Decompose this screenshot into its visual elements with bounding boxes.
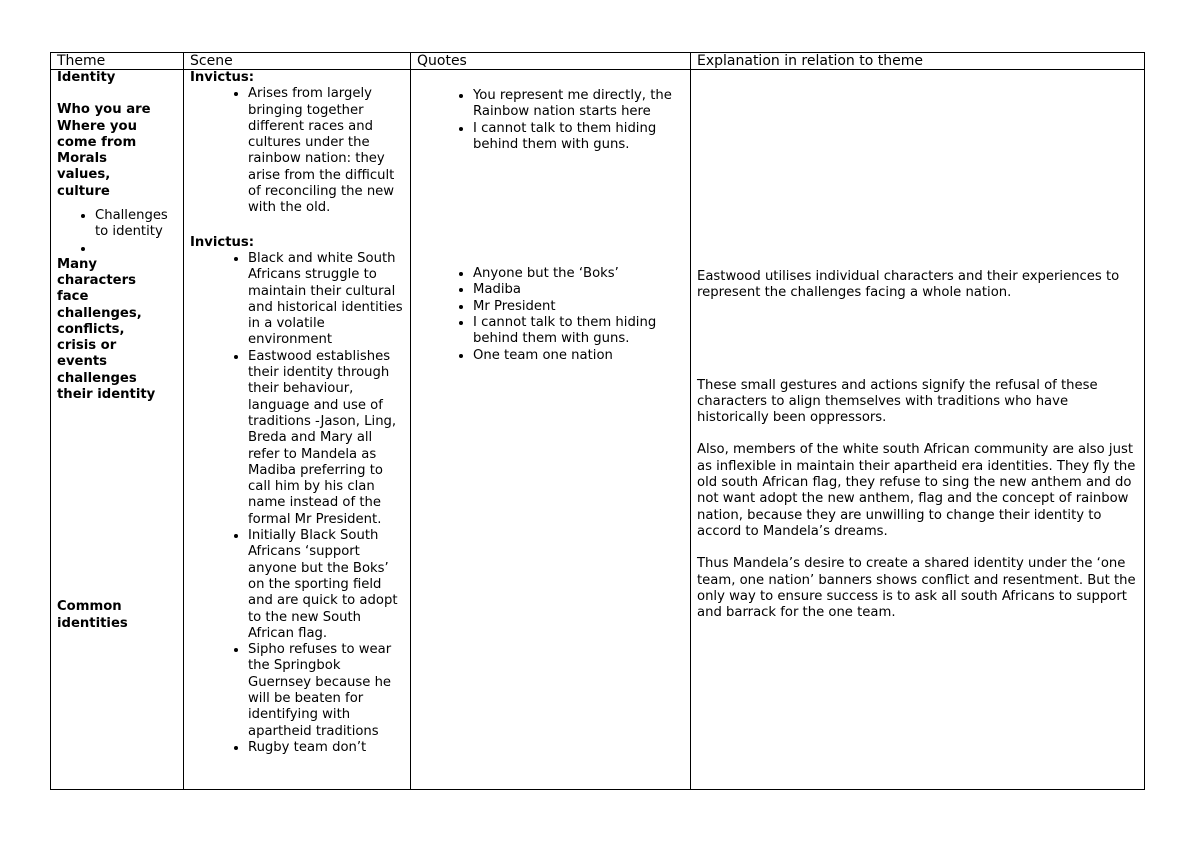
explanation-paragraph: Thus Mandela’s desire to create a shared identity under the ‘one team, one nation’ banners shows conflict and resentment. But the only way to ensure success is to ask all south Africans to support and barrack for the one team.: [697, 556, 1136, 621]
theme-challenge-line: their identity: [57, 387, 156, 403]
quote-item: • Anyone but the ‘Boks’: [473, 266, 684, 282]
quote-item: • I cannot talk to them hiding behind them with guns.: [473, 121, 684, 154]
theme-bullet: • Challenges to identity: [95, 208, 177, 241]
theme-challenge-line: Many: [57, 256, 98, 272]
theme-common-line: Common: [57, 599, 122, 615]
theme-challenge-line: crisis or: [57, 338, 117, 354]
scene-block-title: Invictus:: [190, 234, 255, 250]
theme-challenge-line: characters: [57, 272, 136, 288]
theme-subtitle-line: values,: [57, 167, 111, 183]
theme-subtitle-line: Morals: [57, 151, 107, 167]
theme-bullet-empty: [95, 241, 177, 257]
quotes-cell: [411, 70, 691, 790]
scene-bullet-list: [190, 86, 404, 216]
explanation-paragraph: Also, members of the white south African community are also just as inflexible in maintain their apartheid era identities. They fly the old south African flag, they refuse to sing the new anthem and do not want adopt the new anthem, flag and the concept of rainbow nation, because they are unwilling to change their identity to accord to Mandela’s dreams.: [697, 442, 1136, 539]
header-quotes: Quotes: [411, 53, 691, 70]
scene-bullet: • Sipho refuses to wear the Springbok Guernsey because he will be beaten for identifying with apartheid traditions: [248, 642, 404, 740]
table-header-row: [51, 53, 1145, 70]
explanation-paragraph: These small gestures and actions signify the refusal of these characters to align themselves with traditions who have historically been oppressors.: [697, 377, 1098, 426]
theme-challenge-line: challenges: [57, 370, 137, 386]
quote-item: • I cannot talk to them hiding behind them with guns.: [473, 315, 684, 348]
quote-item: • One team one nation: [473, 348, 684, 364]
scene-bullet: • Initially Black South Africans ‘support anyone but the Boks’ on the sporting field and are quick to adopt to the new South African flag.: [248, 528, 404, 642]
scene-bullet: • Rugby team don’t: [248, 740, 404, 756]
explanation-cell: [691, 70, 1145, 790]
theme-cell: [51, 70, 184, 790]
theme-subtitle-line: culture: [57, 183, 110, 199]
scene-bullet: • Black and white South Africans struggle to maintain their cultural and historical identities in a volatile environment: [248, 251, 404, 349]
header-scene: Scene: [184, 53, 411, 70]
explanation-paragraph: Eastwood utilises individual characters and their experiences to represent the challenges facing a whole nation.: [697, 269, 1120, 301]
theme-table: [50, 52, 1145, 790]
theme-subtitle-line: Who you are: [57, 102, 151, 118]
theme-subtitle-line: Where you: [57, 118, 137, 134]
quote-item: • Madiba: [473, 282, 684, 298]
scene-bullet: • Arises from largely bringing together different races and cultures under the rainbow nation: they arise from the difficult of reconciling the new with the old.: [248, 86, 404, 216]
theme-challenge-line: challenges,: [57, 305, 142, 321]
theme-subtitle-line: come from: [57, 134, 137, 150]
header-explanation: Explanation in relation to theme: [691, 53, 1145, 70]
scene-bullet: • Eastwood establishes their identity through their behaviour, language and use of traditions -Jason, Ling, Breda and Mary all refer to Mandela as Madiba preferring to call him by his clan name instead of the formal Mr President.: [248, 349, 404, 528]
theme-challenge-line: conflicts,: [57, 321, 125, 337]
theme-challenge-line: face: [57, 289, 89, 305]
quote-item: • Mr President: [473, 299, 684, 315]
theme-title: Identity: [57, 70, 116, 85]
document-page: [50, 52, 1144, 790]
theme-challenge-line: events: [57, 354, 108, 370]
table-row: [51, 70, 1145, 790]
theme-bullet-list: [57, 208, 177, 257]
quotes-list: [417, 88, 684, 153]
scene-cell: [184, 70, 411, 790]
scene-block-title: Invictus:: [190, 70, 255, 85]
scene-bullet-list: [190, 251, 404, 756]
quotes-list: [417, 266, 684, 364]
theme-common-line: identities: [57, 615, 128, 631]
quote-item: • You represent me directly, the Rainbow nation starts here: [473, 88, 684, 121]
header-theme: Theme: [51, 53, 184, 70]
